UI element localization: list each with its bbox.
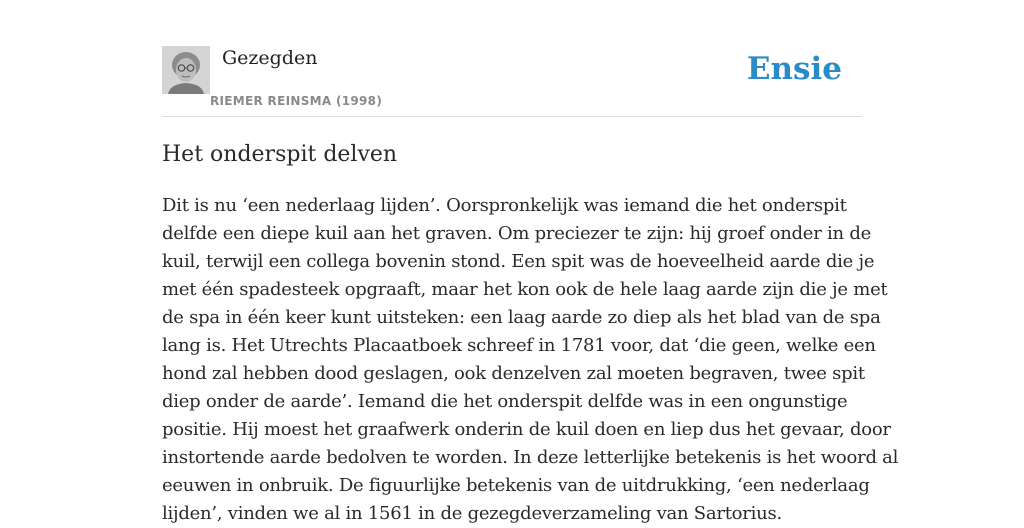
body-line: hond zal hebben dood geslagen, ook denzelven zal moeten begraven, twee spit xyxy=(162,363,865,384)
entry-body xyxy=(162,192,899,528)
body-line: de spa in één keer kunt uitsteken: een laag aarde zo diep als het blad van de spa xyxy=(162,307,881,328)
body-line: Dit is nu ‘een nederlaag lijden’. Oorspronkelijk was iemand die het onderspit xyxy=(162,195,847,216)
author-portrait-icon xyxy=(162,46,210,94)
body-line: instortende aarde bedolven te worden. In deze letterlijke betekenis is het woord al xyxy=(162,447,899,468)
body-line: delfde een diepe kuil aan het graven. Om preciezer te zijn: hij groef onder in de xyxy=(162,223,872,244)
author-avatar[interactable] xyxy=(162,46,210,94)
collection-name[interactable]: Gezegden xyxy=(222,47,318,69)
body-line: positie. Hij moest het graafwerk onderin de kuil doen en liep dus het gevaar, door xyxy=(162,419,891,440)
body-line: lang is. Het Utrechts Placaatboek schreef in 1781 voor, dat ‘die geen, welke een xyxy=(162,335,876,356)
body-line: met één spadesteek opgraaft, maar het kon ook de hele laag aarde zijn die je met xyxy=(162,279,888,300)
body-line: eeuwen in onbruik. De figuurlijke betekenis van de uitdrukking, ‘een nederlaag xyxy=(162,475,870,496)
body-line: lijden’, vinden we al in 1561 in de gezegdeverzameling van Sartorius. xyxy=(162,503,782,524)
body-line: kuil, terwijl een collega bovenin stond. Een spit was de hoeveelheid aarde die je xyxy=(162,251,875,272)
author-credit: RIEMER REINSMA (1998) xyxy=(210,94,383,108)
entry-header xyxy=(162,0,862,117)
body-line: diep onder de aarde’. Iemand die het onderspit delfde was in een ongunstige xyxy=(162,391,848,412)
entry-card xyxy=(162,0,899,524)
brand-logo[interactable]: Ensie xyxy=(746,51,842,87)
entry-title: Het onderspit delven xyxy=(162,142,398,167)
